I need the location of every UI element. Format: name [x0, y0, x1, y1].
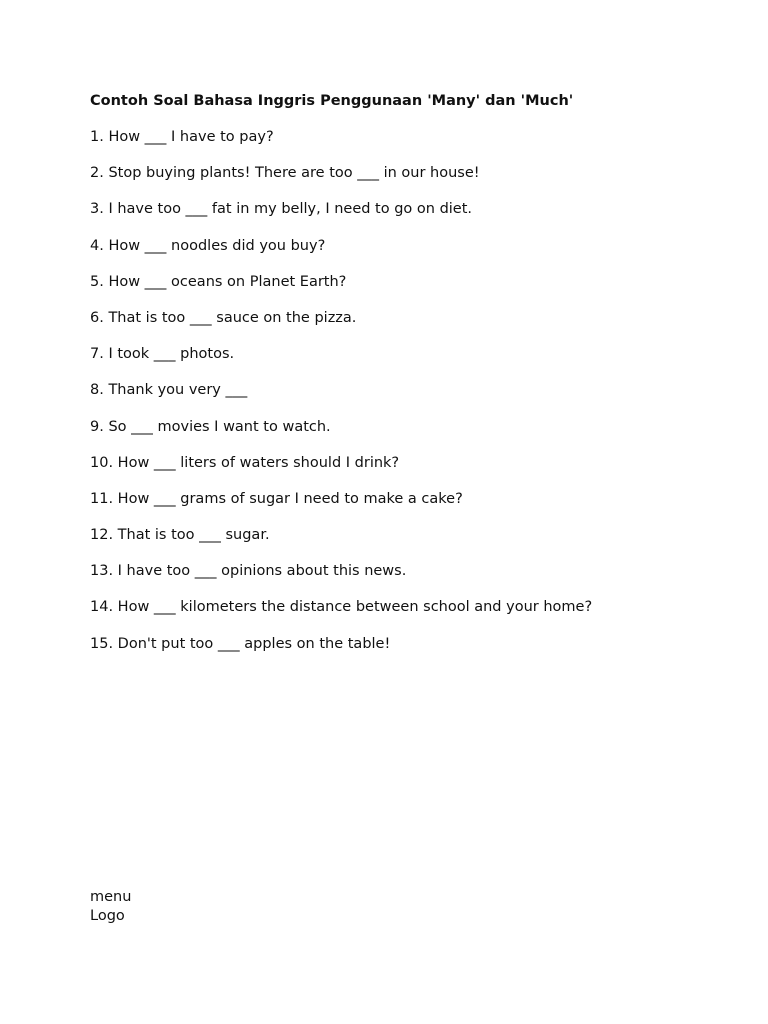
question-item: 15. Don't put too ___ apples on the table!: [90, 635, 391, 652]
question-item: 11. How ___ grams of sugar I need to make a cake?: [90, 490, 463, 507]
question-item: 5. How ___ oceans on Planet Earth?: [90, 273, 347, 290]
question-item: 14. How ___ kilometers the distance between school and your home?: [90, 599, 593, 616]
question-item: 1. How ___ I have to pay?: [90, 129, 274, 145]
question-item: 3. I have too ___ fat in my belly, I need to go on diet.: [90, 201, 473, 218]
question-item: 10. How ___ liters of waters should I drink?: [90, 454, 400, 471]
question-item: 6. That is too ___ sauce on the pizza.: [90, 309, 357, 326]
question-item: 9. So ___ movies I want to watch.: [90, 418, 331, 435]
document-body: [90, 91, 730, 670]
question-list: [90, 127, 730, 654]
question-item: 2. Stop buying plants! There are too ___ in our house!: [90, 165, 480, 182]
document-title: Contoh Soal Bahasa Inggris Penggunaan 'Many' dan 'Much': [90, 93, 574, 109]
question-item: 12. That is too ___ sugar.: [90, 527, 270, 544]
question-item: 7. I took ___ photos.: [90, 346, 235, 363]
logo-link[interactable]: Logo: [90, 908, 125, 924]
question-item: 4. How ___ noodles did you buy?: [90, 237, 326, 254]
question-item: 13. I have too ___ opinions about this news.: [90, 563, 407, 580]
footer: [90, 888, 131, 926]
question-item: 8. Thank you very ___: [90, 382, 248, 399]
menu-link[interactable]: menu: [90, 889, 132, 905]
